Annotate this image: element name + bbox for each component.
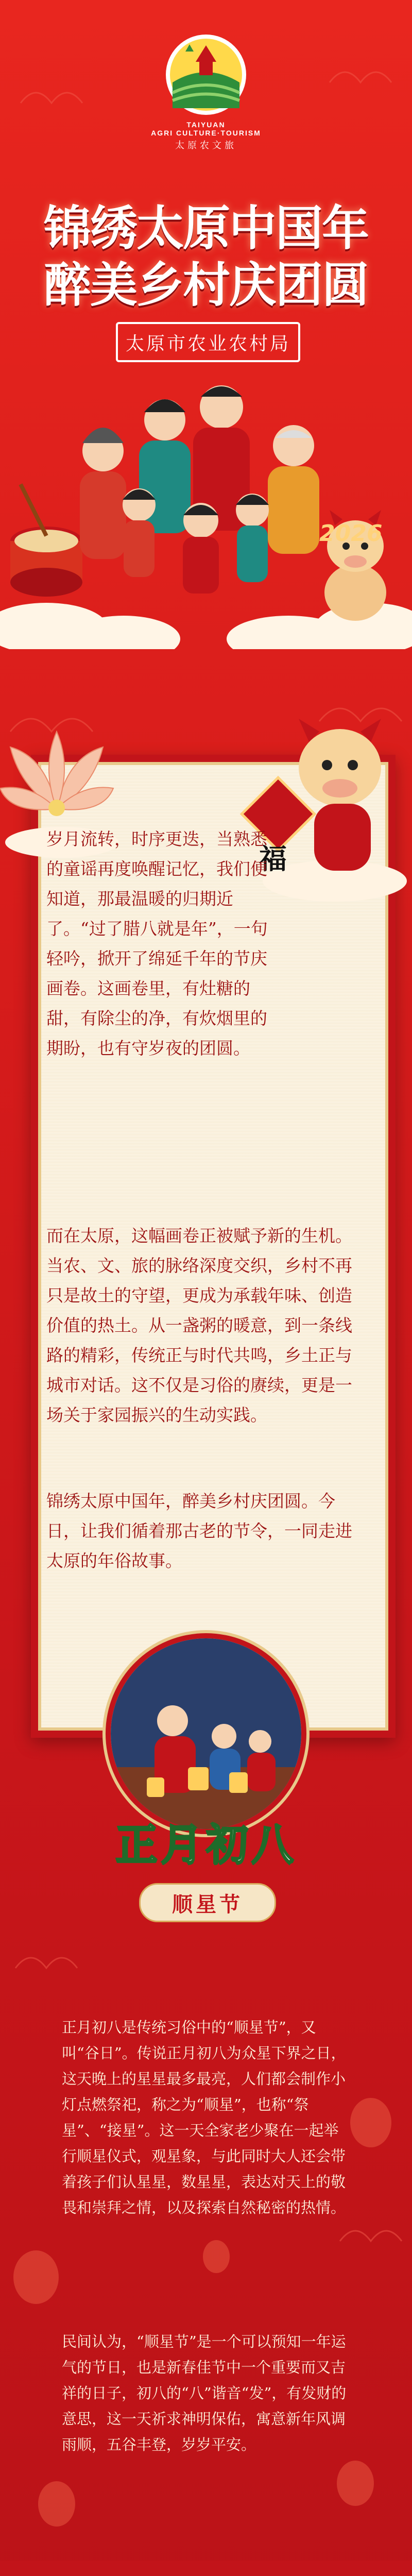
footer-title-line-1 [136, 2571, 382, 2576]
festival-subtitle: 顺星节 [139, 1883, 276, 1922]
logo-text-en-1: TAIYUAN [186, 121, 226, 129]
article-paragraph-2: 而在太原，这幅画卷正被赋予新的生机。当农、文、旅的脉络深度交织，乡村不再只是故土的守望，更成为承载年味、创造价值的热土。从一盏粥的暖意，到一条线路的精彩，传统正与时代共鸣，乡土正与城市对话。这不仅是习俗的赓续，更是一场关于家园振兴的生动实践。 [46, 1226, 352, 1425]
festival-title: 正月初八 [115, 1820, 297, 1869]
org-banner: 太原市农业农村局 [116, 322, 300, 362]
festival-paragraph-2: 民间认为，“顺星节”是一个可以预知一年运气的节日，也是新春佳节中一个重要而又吉祥的日子，初八的“八”谐音“发”，有发财的意思，这一天祈求神明保佑，寓意新年风调雨顺，五谷丰登，岁岁平安。 [62, 2333, 347, 2453]
logo [0, 31, 412, 151]
lantern-illustration [111, 1638, 301, 1829]
family-illustration [0, 361, 412, 649]
drum-icon [10, 484, 82, 597]
main-title-line-2: 醉美乡村庆团圆 [43, 258, 368, 313]
article-paragraph-3: 锦绣太原中国年，醉美乡村庆团圆。今日，让我们循着那古老的节令，一同走进太原的年俗故事。 [46, 1491, 352, 1571]
main-title-line-1: 锦绣太原中国年 [43, 201, 368, 256]
footer [0, 2561, 412, 2576]
logo-text-en-2: AGRI CULTURE·TOURISM [151, 129, 261, 137]
article-paragraph-1: 岁月流转，时序更迭，当熟悉的童谣再度唤醒记忆，我们便知道，那最温暖的归期近了。“过了腊八就是年”，一句轻吟，掀开了绵延千年的节庆画卷。这画卷里，有灶糖的甜，有除尘的净，有炊烟里的期盼，也有守岁夜的团圆。 [46, 829, 268, 1058]
logo-text-cn: 太原农文旅 [175, 140, 237, 150]
fu-sign-icon: 福 [259, 842, 287, 875]
year-label: 2026 [319, 520, 383, 547]
logo-emblem-icon [162, 31, 250, 118]
festival-paragraph-1: 正月初八是传统习俗中的“顺星节”，又叫“谷日”。传说正月初八为众星下界之日，这天晚上的星星最多最亮，人们都会制作小灯点燃祭祀，称之为“顺星”，也称“祭星”、“接星”。这一天全家老少聚在一起举行顺星仪式，观星象，与此同时大人还会带着孩子们认星星，数星星，表达对天上的敬畏和崇拜之情，以及探索自然秘密的热情。 [62, 2019, 346, 2216]
